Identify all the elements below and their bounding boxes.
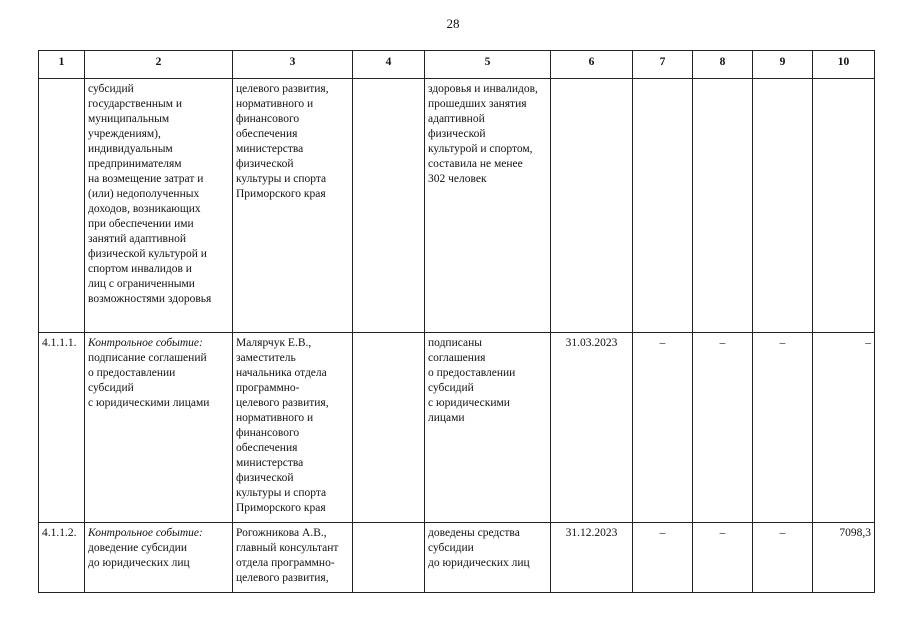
cell-col4 [353,523,425,593]
cell-col7: – [633,523,693,593]
cell-result: подписаны соглашения о предоставлении субсидий с юридическими лицами [425,333,551,523]
col-header-5: 5 [425,51,551,79]
cell-description-text: субсидий государственным и муниципальным учреждениям), индивидуальным предпринимателям на возмещение затрат и (или) недополученных доходов, возникающих при обеспечении ими занятий адаптивной физической культурой и спортом инвалидов и лиц с ограниченными возможностями здоровья [88,83,212,305]
table-row [39,523,875,593]
cell-col9: – [753,333,813,523]
cell-col8 [693,79,753,333]
cell-col7 [633,79,693,333]
col-header-8: 8 [693,51,753,79]
cell-col8: – [693,333,753,523]
cell-description-text: доведение субсидии до юридических лиц [88,542,190,569]
cell-col4 [353,333,425,523]
cell-result: здоровья и инвалидов, прошедших занятия адаптивной физической культурой и спортом, составила не менее 302 человек [425,79,551,333]
cell-description [85,523,233,593]
cell-responsible: Рогожникова А.В., главный консультант отдела программно- целевого развития, [233,523,353,593]
page-number: 28 [446,16,460,31]
cell-col9 [753,79,813,333]
control-event-label: Контрольное событие: [88,337,203,349]
col-header-6: 6 [551,51,633,79]
col-header-3: 3 [233,51,353,79]
cell-description [85,79,233,333]
cell-description [85,333,233,523]
control-event-label: Контрольное событие: [88,527,203,539]
header-row [39,51,875,79]
col-header-2: 2 [85,51,233,79]
cell-col9: – [753,523,813,593]
plan-table [38,50,875,593]
cell-date [551,79,633,333]
cell-col10: – [813,333,875,523]
cell-col7: – [633,333,693,523]
cell-result: доведены средства субсидии до юридических лиц [425,523,551,593]
cell-col8: – [693,523,753,593]
cell-date: 31.03.2023 [551,333,633,523]
col-header-4: 4 [353,51,425,79]
col-header-10: 10 [813,51,875,79]
cell-responsible: Малярчук Е.В., заместитель начальника отдела программно- целевого развития, нормативного и финансового обеспечения министерства физической культуры и спорта Приморского края [233,333,353,523]
cell-responsible: целевого развития, нормативного и финансового обеспечения министерства физической культуры и спорта Приморского края [233,79,353,333]
cell-col4 [353,79,425,333]
col-header-1: 1 [39,51,85,79]
cell-col10 [813,79,875,333]
cell-number: 4.1.1.1. [39,333,85,523]
col-header-9: 9 [753,51,813,79]
cell-description-text: подписание соглашений о предоставлении субсидий с юридическими лицами [88,352,210,409]
col-header-7: 7 [633,51,693,79]
table-row [39,79,875,333]
cell-date: 31.12.2023 [551,523,633,593]
cell-number: 4.1.1.2. [39,523,85,593]
cell-number [39,79,85,333]
table-row [39,333,875,523]
cell-col10: 7098,3 [813,523,875,593]
